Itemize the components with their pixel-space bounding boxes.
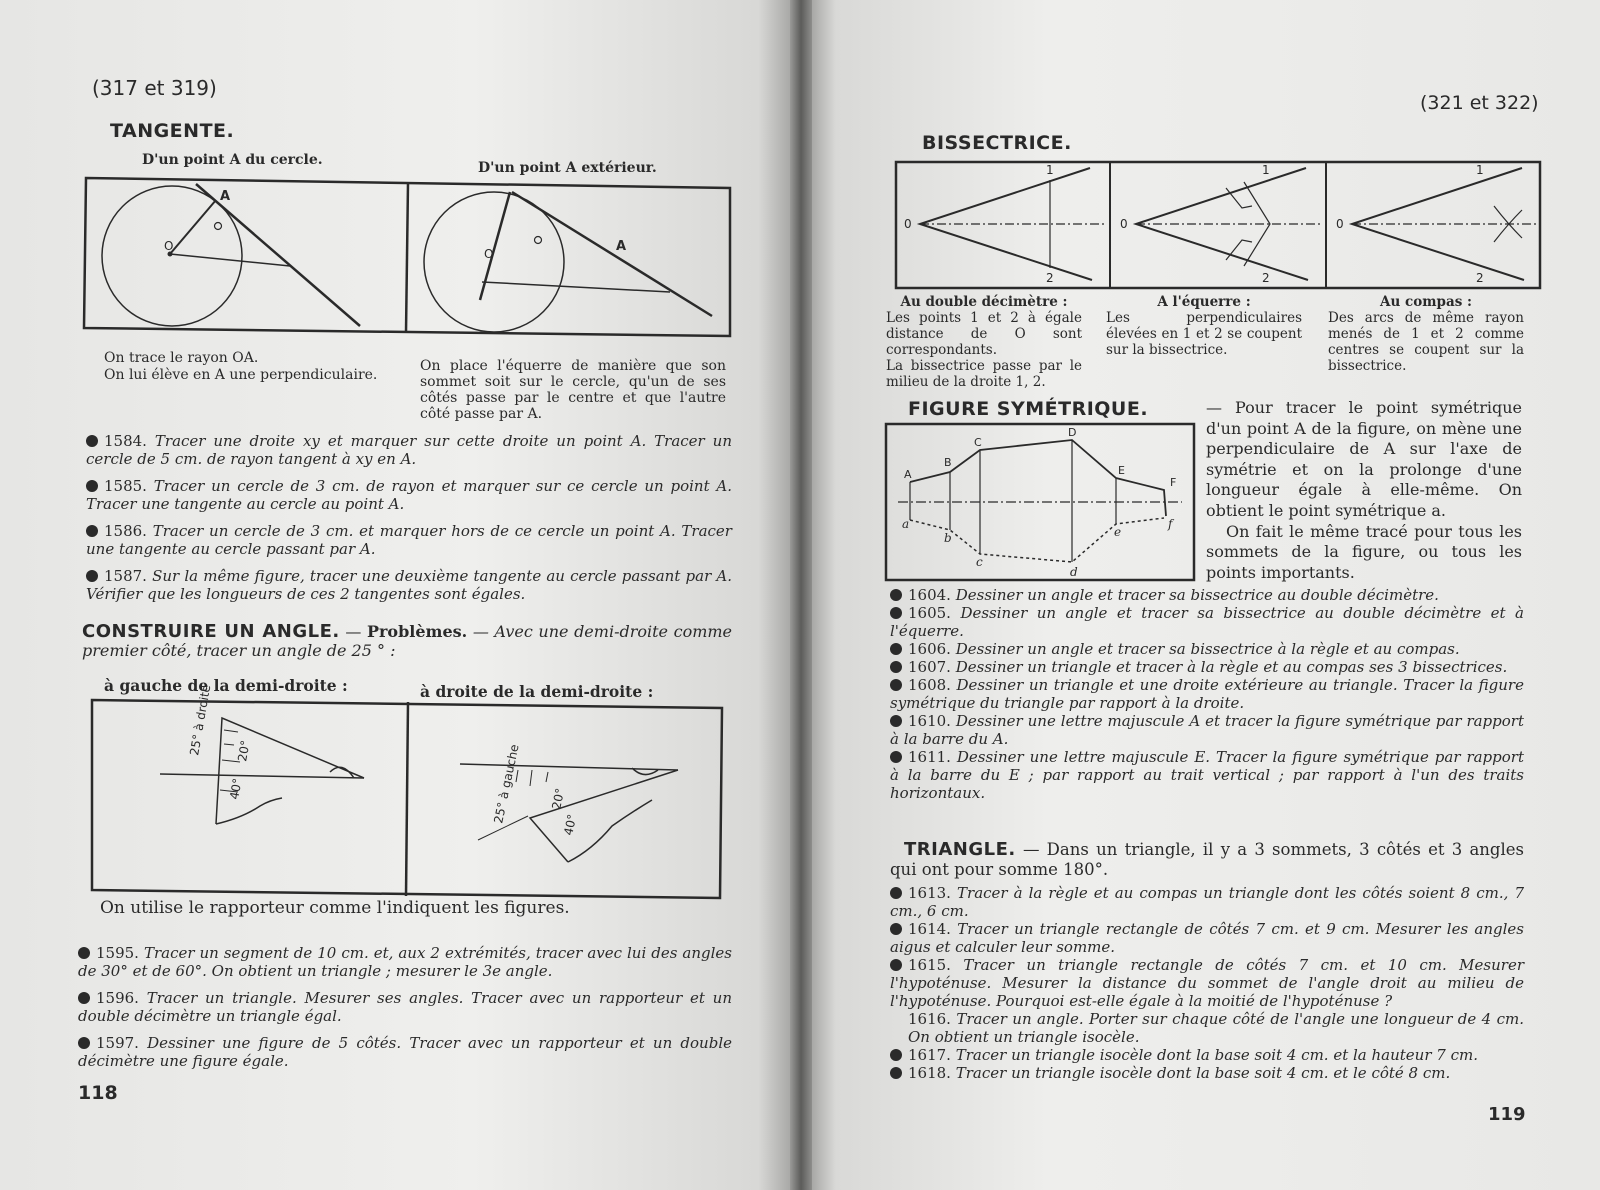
sym-label-upper: E [1118, 464, 1125, 477]
bullet-dot [78, 947, 90, 959]
exercise-text: Dessiner un angle et tracer sa bissectrice au double décimètre. [955, 586, 1439, 604]
label-2: 2 [1046, 271, 1054, 285]
tangente-figure [84, 178, 750, 338]
exercise-number: 1586. [104, 522, 147, 540]
exercise-text: Tracer un triangle isocèle dont la base soit 4 cm. et la hauteur 7 cm. [955, 1046, 1478, 1064]
sym-label-upper: B [944, 456, 952, 469]
exercise-number: 1604. [908, 586, 951, 604]
exercise-number: 1614. [908, 920, 951, 938]
bullet-dot [890, 589, 902, 601]
label-o: 0 [1120, 217, 1128, 231]
exercise-number: 1615. [908, 956, 951, 974]
label-25-gauche: 25° à gauche [491, 743, 522, 825]
tangente-caption-right: On place l'équerre de manière que son sommet soit sur le cercle, qu'un de ses côtés passe par le centre et que l'autre côté passe par A. [420, 358, 726, 422]
exercise-text: Dessiner un triangle et tracer à la règle et au compas ses 3 bissectrices. [955, 658, 1508, 676]
exercise-item [890, 748, 1524, 802]
exercise-text: Tracer un triangle. Mesurer ses angles. Tracer avec un rapporteur et un double décimètre un triangle égal. [78, 989, 732, 1025]
section-ref: (317 et 319) [92, 76, 217, 100]
bissectrice-figure [896, 162, 1542, 290]
bullet-dot [78, 992, 90, 1004]
bullet-dot [890, 887, 902, 899]
triangle-title: TRIANGLE. [904, 839, 1016, 860]
col1-text2: La bissectrice passe par le milieu de la droite 1, 2. [886, 358, 1082, 390]
symetrique-paragraph-1: — Pour tracer le point symétrique d'un point A de la figure, on mène une perpendiculaire de A sur l'axe de symétrie et on la prolonge d'une longueur égale à elle-même. On obtient le point symétrique a. [1206, 398, 1522, 520]
exercise-number: 1585. [104, 477, 147, 495]
page-number-left: 118 [78, 1082, 118, 1104]
angle-sub-right: à droite de la demi-droite : [420, 682, 654, 701]
label-a-left: A [220, 189, 231, 204]
left-page [0, 0, 790, 1190]
exercise-item [78, 989, 732, 1025]
angle-caption: On utilise le rapporteur comme l'indiquent les figures. [100, 898, 570, 918]
tangente-sub-left: D'un point A du cercle. [142, 152, 323, 168]
angle-title: CONSTRUIRE UN ANGLE. [82, 621, 340, 642]
exercise-item [78, 944, 732, 980]
exercise-item [890, 604, 1524, 640]
angle-problemes: Problèmes. [366, 622, 468, 641]
bullet-dot [890, 1049, 902, 1061]
book-gutter [790, 0, 812, 1190]
exercise-item [890, 676, 1524, 712]
tangente-sub-right: D'un point A extérieur. [478, 160, 657, 176]
label-1: 1 [1046, 163, 1054, 177]
col1-title: Au double décimètre : [900, 294, 1068, 310]
bissectrice-title: BISSECTRICE. [922, 132, 1072, 154]
exercise-item [86, 432, 732, 468]
exercise-number: 1611. [908, 748, 951, 766]
caption-left-line1: On trace le rayon OA. [104, 350, 259, 366]
label-o: 0 [1336, 217, 1344, 231]
label-2: 2 [1262, 271, 1270, 285]
bullet-dot [890, 607, 902, 619]
exercise-item [86, 477, 732, 513]
exercise-item [890, 920, 1524, 956]
bullet-dot [890, 923, 902, 935]
exercise-text: Dessiner une lettre majuscule E. Tracer la figure symétrique par rapport à la barre du E ; par rapport au trait vertical ; par rapport à l'un des traits horizontaux. [890, 748, 1524, 802]
exercise-text: Dessiner un angle et tracer sa bissectrice au double décimètre et à l'équerre. [890, 604, 1524, 640]
label-25-droite: 25° à droite [187, 683, 214, 757]
exercise-item [86, 522, 732, 558]
bullet-dot [890, 751, 902, 763]
angle-heading [82, 622, 732, 660]
bullet-dot [86, 525, 98, 537]
exercise-text: Tracer un angle. Porter sur chaque côté de l'angle une longueur de 4 cm. On obtient un triangle isocèle. [908, 1010, 1524, 1046]
bullet-dot [890, 679, 902, 691]
exercise-number: 1584. [104, 432, 147, 450]
exercise-text: Dessiner une lettre majuscule A et tracer la figure symétrique par rapport à la barre du A. [890, 712, 1524, 748]
exercise-list-right-1 [890, 586, 1524, 802]
bullet-dot [890, 1067, 902, 1079]
exercise-item [890, 712, 1524, 748]
exercise-text: Dessiner un triangle et une droite extérieure au triangle. Tracer la figure symétrique du triangle par rapport à la droite. [890, 676, 1524, 712]
exercise-item [890, 1010, 1524, 1046]
page-number-right: 119 [1488, 1104, 1526, 1125]
caption-left-line2: On lui élève en A une perpendiculaire. [104, 367, 378, 383]
exercise-text: Tracer un triangle rectangle de côtés 7 cm. et 9 cm. Mesurer les angles aigus et calculer leur somme. [890, 920, 1524, 956]
label-1: 1 [1476, 163, 1484, 177]
exercise-number: 1617. [908, 1046, 951, 1064]
exercise-text: Tracer à la règle et au compas un triangle dont les côtés soient 8 cm., 7 cm., 6 cm. [890, 884, 1524, 920]
label-a-right: A [616, 239, 627, 254]
label-1: 1 [1262, 163, 1270, 177]
exercise-text: Tracer un triangle isocèle dont la base soit 4 cm. et le côté 8 cm. [955, 1064, 1451, 1082]
exercise-number: 1595. [96, 944, 139, 962]
right-page [812, 0, 1600, 1190]
exercise-list-right-2 [890, 884, 1524, 1082]
exercise-item [78, 1034, 732, 1070]
exercise-text: Tracer un triangle rectangle de côtés 7 cm. et 10 cm. Mesurer l'hypoténuse. Mesurer la distance du sommet de l'angle droit au milieu de l'hypoténuse. Pourquoi est-elle égale à la moitié de l'hypoténuse ? [890, 956, 1524, 1010]
exercise-number: 1596. [96, 989, 139, 1007]
symetrique-text [1206, 398, 1522, 583]
exercise-item [86, 567, 732, 603]
col3-text: Des arcs de même rayon menés de 1 et 2 comme centres se coupent sur la bissectrice. [1328, 310, 1524, 374]
label-o-right: O [484, 247, 494, 261]
exercise-item [890, 1046, 1524, 1064]
col3-title: Au compas : [1380, 294, 1472, 310]
tick-20-right: 20° [549, 786, 568, 811]
exercise-number: 1613. [908, 884, 951, 902]
exercise-text: Tracer une droite xy et marquer sur cette droite un point A. Tracer un cercle de 5 cm. de rayon tangent à xy en A. [86, 432, 732, 468]
exercise-text: Tracer un segment de 10 cm. et, aux 2 extrémités, tracer avec lui des angles de 30° et de 60°. On obtient un triangle ; mesurer le 3e angle. [78, 944, 732, 980]
exercise-list-1 [86, 432, 732, 603]
exercise-list-2 [78, 944, 732, 1070]
sym-label-upper: F [1170, 476, 1177, 489]
bullet-dot [86, 435, 98, 447]
angle-dash: — [339, 622, 367, 641]
label-o: 0 [904, 217, 912, 231]
exercise-number: 1607. [908, 658, 951, 676]
angle-intro: — Avec une demi-droite comme premier côté, tracer un angle de 25 ° : [82, 622, 733, 660]
triangle-text: — Dans un triangle, il y a 3 sommets, 3 côtés et 3 angles qui ont pour somme 180°. [890, 840, 1524, 879]
bullet-dot [890, 715, 902, 727]
label-o-left: O [164, 239, 174, 253]
bullet-dot [890, 661, 902, 673]
triangle-heading [890, 840, 1524, 880]
sym-label-lower: d [1070, 565, 1078, 579]
exercise-item [890, 884, 1524, 920]
bissectrice-col-1 [886, 294, 1082, 390]
col2-title: A l'équerre : [1157, 294, 1251, 310]
sym-label-upper: C [974, 436, 982, 449]
bissectrice-col-3 [1328, 294, 1524, 374]
sym-label-lower: a [902, 517, 910, 531]
tick-40-left: 40° [227, 777, 245, 801]
symetrique-figure [886, 424, 1196, 582]
exercise-number: 1616. [908, 1010, 951, 1028]
symetrique-title: FIGURE SYMÉTRIQUE. [908, 398, 1149, 420]
exercise-number: 1597. [96, 1034, 139, 1052]
exercise-item [890, 658, 1524, 676]
bissectrice-col-2 [1106, 294, 1302, 358]
tangente-title: TANGENTE. [110, 120, 235, 142]
exercise-number: 1606. [908, 640, 951, 658]
exercise-item [890, 1064, 1524, 1082]
exercise-number: 1610. [908, 712, 951, 730]
sym-label-upper: A [904, 468, 912, 481]
exercise-text: Sur la même figure, tracer une deuxième tangente au cercle passant par A. Vérifier que les longueurs de ces 2 tangentes sont égales. [86, 567, 732, 603]
sym-label-lower: f [1168, 517, 1173, 531]
tick-40-right: 40° [561, 812, 580, 837]
bullet-dot [78, 1037, 90, 1049]
exercise-text: Tracer un cercle de 3 cm. et marquer hors de ce cercle un point A. Tracer une tangente au cercle passant par A. [86, 522, 732, 558]
exercise-number: 1605. [908, 604, 951, 622]
exercise-text: Tracer un cercle de 3 cm. de rayon et marquer sur ce cercle un point A. Tracer une tangente au cercle au point A. [86, 477, 732, 513]
tangente-caption-left [104, 350, 377, 384]
symetrique-paragraph-2: On fait le même tracé pour tous les sommets de la figure, ou tous les points importants. [1206, 521, 1522, 582]
label-2: 2 [1476, 271, 1484, 285]
sym-label-lower: c [976, 555, 983, 569]
section-ref-right: (321 et 322) [1420, 92, 1539, 114]
sym-label-lower: b [944, 531, 952, 545]
col2-text: Les perpendiculaires élevées en 1 et 2 se coupent sur la bissectrice. [1106, 310, 1302, 358]
exercise-text: Dessiner un angle et tracer sa bissectrice à la règle et au compas. [955, 640, 1460, 658]
exercise-item [890, 586, 1524, 604]
exercise-item [890, 640, 1524, 658]
col1-text: Les points 1 et 2 à égale distance de O sont correspondants. [886, 310, 1082, 358]
exercise-item [890, 956, 1524, 1010]
bullet-dot [890, 643, 902, 655]
sym-label-lower: e [1114, 525, 1122, 539]
exercise-number: 1618. [908, 1064, 951, 1082]
bullet-dot [86, 570, 98, 582]
sym-label-upper: D [1068, 426, 1077, 439]
bullet-dot [86, 480, 98, 492]
exercise-text: Dessiner une figure de 5 côtés. Tracer avec un rapporteur et un double décimètre une figure égale. [78, 1034, 732, 1070]
exercise-number: 1608. [908, 676, 951, 694]
bullet-dot [890, 959, 902, 971]
exercise-number: 1587. [104, 567, 147, 585]
tick-20-left: 20° [235, 739, 253, 763]
angle-sub-left: à gauche de la demi-droite : [104, 676, 348, 695]
